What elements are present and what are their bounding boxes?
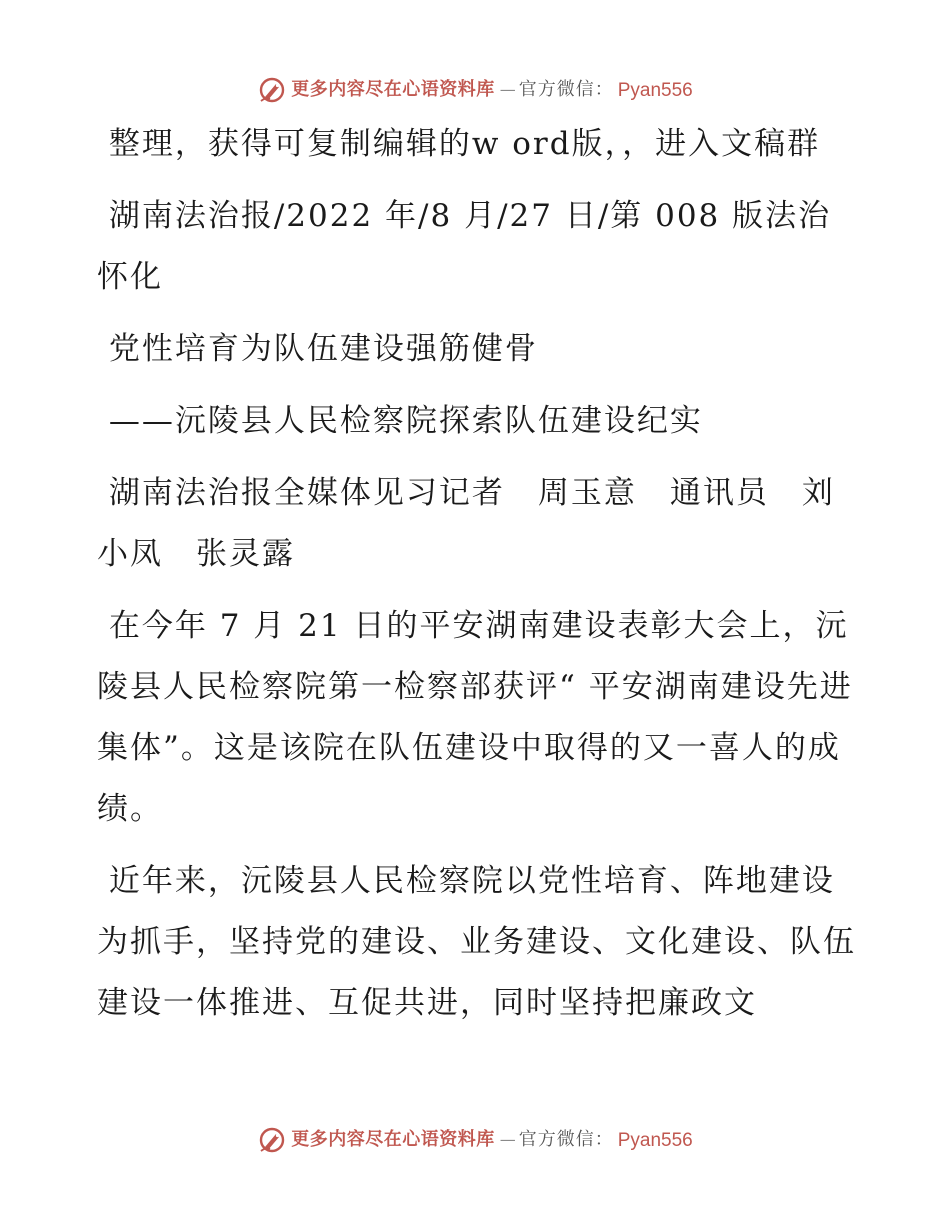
watermark-banner bbox=[257, 1125, 693, 1155]
watermark-wechat-label: 官方微信： bbox=[518, 79, 614, 100]
pen-nib-logo-icon bbox=[257, 1125, 287, 1155]
watermark-wechat-id: Pyan556 bbox=[617, 79, 693, 101]
body-paragraph: 在今年 7 月 21 日的平安湖南建设表彰大会上，沅陵县人民检察院第一检察部获评“ 平安湖南建设先进集体”。这是该院在队伍建设中取得的又一喜人的成绩。 bbox=[97, 608, 853, 827]
source-line: 湖南法治报/2022 年/8 月/27 日/第 008 版法治怀化 bbox=[97, 198, 832, 295]
watermark-separator: — bbox=[499, 1130, 514, 1149]
document-body bbox=[97, 114, 857, 1045]
watermark-separator: — bbox=[499, 80, 514, 99]
intro-line: 整理，获得可复制编辑的w ord版，，进入文稿群 bbox=[97, 126, 821, 162]
watermark-wechat-label: 官方微信： bbox=[518, 1129, 614, 1150]
article-subtitle: ——沅陵县人民检察院探索队伍建设纪实 bbox=[97, 403, 703, 439]
body-paragraph: 近年来，沅陵县人民检察院以党性培育、阵地建设为抓手，坚持党的建设、业务建设、文化建设、队伍建设一体推进、互促共进，同时坚持把廉政文 bbox=[97, 863, 856, 1021]
watermark-text: 更多内容尽在心语资料库 bbox=[291, 1129, 495, 1150]
pen-nib-logo-icon bbox=[257, 75, 287, 105]
page-footer-watermark bbox=[0, 1120, 950, 1160]
page-header-watermark bbox=[0, 70, 950, 110]
watermark-wechat-id: Pyan556 bbox=[617, 1129, 693, 1151]
watermark-text: 更多内容尽在心语资料库 bbox=[291, 79, 495, 100]
watermark-banner bbox=[257, 75, 693, 105]
byline: 湖南法治报全媒体见习记者 周玉意 通讯员 刘小凤 张灵露 bbox=[97, 475, 835, 572]
article-title: 党性培育为队伍建设强筋健骨 bbox=[97, 331, 538, 367]
